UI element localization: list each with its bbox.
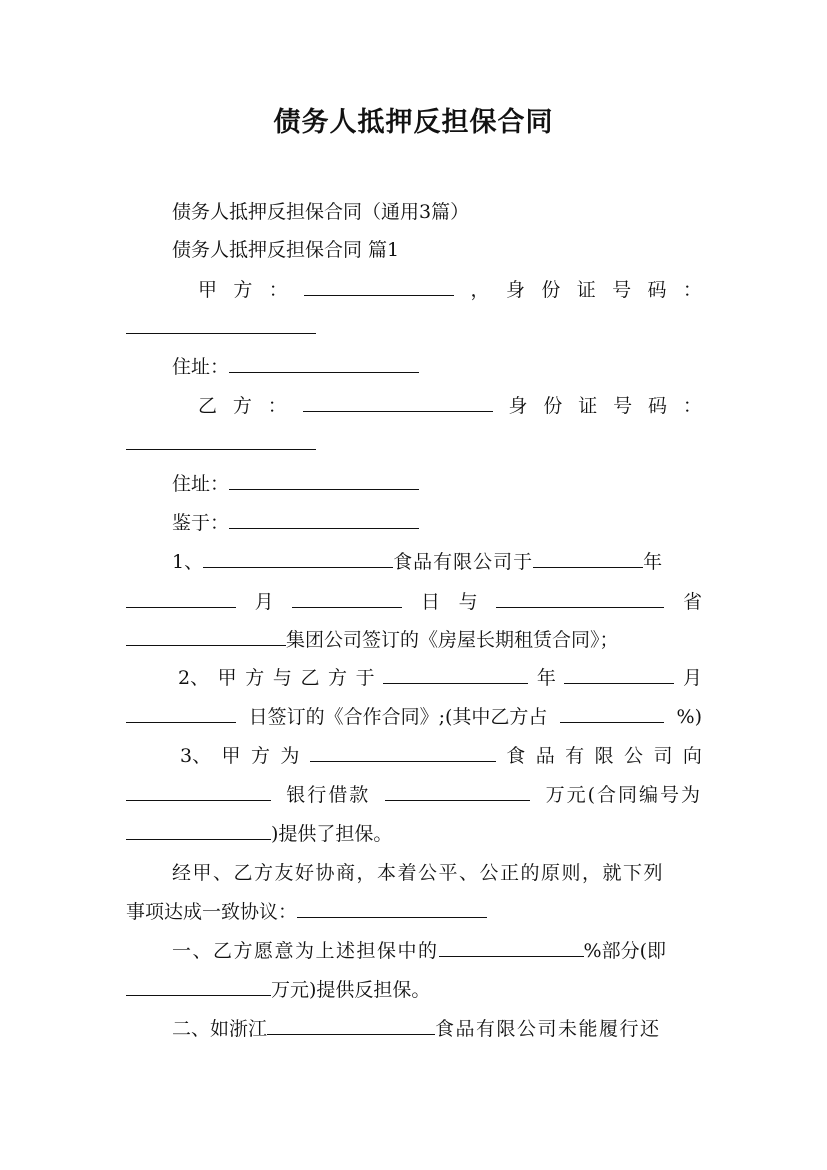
party-a-address-line [172, 353, 702, 381]
text-segment: 鉴于： [172, 512, 230, 534]
text-segment: 有 [565, 745, 585, 767]
text-segment: 方 [232, 395, 252, 417]
text-segment: 银行借款 [286, 784, 371, 806]
text-segment: 日 [420, 591, 440, 613]
text-segment: 食品有限公司于 [393, 551, 534, 573]
clause-3-line-1 [180, 742, 702, 770]
clause-1-company-blank[interactable] [203, 549, 393, 568]
text-segment: 与 [272, 667, 292, 689]
party-b-name-blank[interactable] [303, 393, 493, 412]
text-segment: ： [267, 395, 287, 417]
party-b-id-line [126, 430, 702, 458]
article-1-line-2 [126, 976, 702, 1004]
text-segment: %) [676, 706, 702, 728]
clause-1-day-blank[interactable] [292, 589, 402, 608]
party-a-address-blank[interactable] [229, 354, 419, 373]
text-segment: 甲 [221, 745, 241, 767]
clause-1-group-blank[interactable] [126, 627, 286, 646]
text-segment: 甲 [198, 279, 218, 301]
clause-2-month-blank[interactable] [564, 665, 674, 684]
text-segment: 身 [505, 279, 525, 301]
text-segment: 住址： [172, 473, 230, 495]
text-segment: 月 [682, 667, 702, 689]
text-segment: 身 [508, 395, 528, 417]
part-heading: 债务人抵押反担保合同 篇1 [172, 239, 400, 261]
text-segment: 号 [613, 395, 633, 417]
party-b-address-line [172, 470, 702, 498]
article-1-percent-blank[interactable] [439, 938, 584, 957]
article-1-line-1 [172, 937, 702, 965]
text-segment: %部分(即 [583, 940, 666, 962]
text-segment: 年 [536, 667, 556, 689]
clause-1-line-1 [172, 548, 702, 576]
text-segment: 方 [250, 745, 270, 767]
text-segment: 甲 [217, 667, 237, 689]
clause-2-line-2 [126, 703, 702, 731]
text-segment: 二、如浙江 [172, 1018, 268, 1040]
text-segment: 与 [458, 591, 478, 613]
text-segment: 乙 [300, 667, 320, 689]
text-segment: 集团公司签订的《房屋长期租赁合同》； [286, 629, 619, 651]
text-segment: 证 [576, 279, 596, 301]
text-segment: ： [682, 395, 702, 417]
article-2-line-1 [172, 1015, 702, 1043]
clause-2-day-blank[interactable] [126, 704, 236, 723]
text-segment: 住址： [172, 356, 230, 378]
text-segment: 方 [328, 667, 348, 689]
text-segment: 公 [624, 745, 644, 767]
agreement-line-2 [126, 898, 702, 926]
text-segment: 限 [594, 745, 614, 767]
text-segment: ： [682, 279, 702, 301]
text-segment: 万元)提供反担保。 [271, 979, 431, 1001]
clause-1-year-blank[interactable] [533, 549, 643, 568]
text-segment: 食 [506, 745, 526, 767]
clause-3-amount-blank[interactable] [385, 782, 530, 801]
party-b-id-blank[interactable] [126, 431, 316, 450]
text-segment: 省 [682, 591, 702, 613]
agreement-line-1: 经甲、乙方友好协商，本着公平、公正的原则，就下列 [172, 862, 665, 884]
clause-1-province-blank[interactable] [496, 589, 664, 608]
text-segment: 日签订的《合作合同》;(其中乙方占 [248, 706, 548, 728]
text-segment: 为 [280, 745, 300, 767]
text-segment: 份 [541, 279, 561, 301]
text-segment: 品 [535, 745, 555, 767]
text-segment: ， [470, 279, 490, 301]
clause-1-month-blank[interactable] [126, 589, 236, 608]
clause-1-line-2 [126, 588, 702, 616]
subtitle: 债务人抵押反担保合同（通用3篇） [172, 201, 470, 223]
clause-2-percent-blank[interactable] [560, 704, 664, 723]
clause-2-line-1 [178, 664, 702, 692]
agreement-blank[interactable] [297, 899, 487, 918]
text-segment: 方 [245, 667, 265, 689]
text-segment: 份 [543, 395, 563, 417]
whereas-blank[interactable] [229, 510, 419, 529]
text-segment: 万元(合同编号为 [545, 784, 702, 806]
clause-3-bank-blank[interactable] [126, 782, 271, 801]
text-segment: 月 [254, 591, 274, 613]
clause-3-company-blank[interactable] [310, 743, 496, 762]
text-segment: 1、 [172, 551, 204, 573]
party-a-line [198, 276, 702, 304]
text-segment: 一、乙方愿意为上述担保中的 [172, 940, 439, 962]
clause-2-year-blank[interactable] [383, 665, 528, 684]
clause-3-line-3 [126, 820, 702, 848]
text-segment: 码 [647, 395, 667, 417]
article-2-company-blank[interactable] [267, 1016, 435, 1035]
text-segment: 2、 [178, 667, 210, 689]
text-segment: 码 [647, 279, 667, 301]
party-a-id-line [126, 314, 702, 342]
text-segment: 方 [233, 279, 253, 301]
clause-3-line-2 [126, 781, 702, 809]
document-title: 债务人抵押反担保合同 [273, 107, 554, 138]
text-segment: 证 [578, 395, 598, 417]
whereas-line [172, 509, 702, 537]
text-segment: 食品有限公司未能履行还 [435, 1018, 661, 1040]
party-a-name-blank[interactable] [304, 277, 454, 296]
text-segment: 号 [612, 279, 632, 301]
party-b-line [198, 392, 702, 420]
text-segment: 年 [643, 551, 663, 573]
text-segment: 乙 [198, 395, 218, 417]
text-segment: )提供了担保。 [271, 823, 393, 845]
text-segment: 向 [682, 745, 702, 767]
text-segment: 事项达成一致协议： [126, 901, 298, 923]
text-segment: ： [268, 279, 288, 301]
party-b-address-blank[interactable] [229, 471, 419, 490]
clause-3-contract-no-blank[interactable] [126, 821, 271, 840]
party-a-id-blank[interactable] [126, 315, 316, 334]
article-1-amount-blank[interactable] [126, 977, 271, 996]
text-segment: 司 [653, 745, 673, 767]
text-segment: 3、 [180, 745, 212, 767]
clause-1-line-3 [126, 626, 702, 654]
text-segment: 于 [355, 667, 375, 689]
